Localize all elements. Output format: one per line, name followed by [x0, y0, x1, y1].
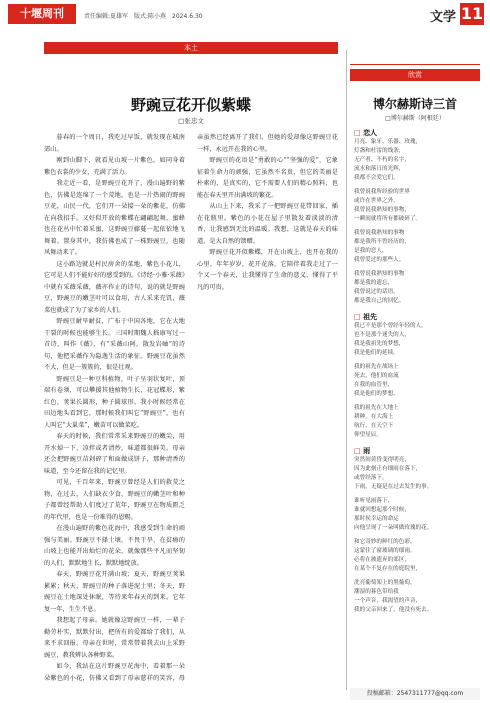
- poem-heading-text: 雨: [363, 446, 371, 455]
- column-tag: 欣赏: [350, 69, 480, 81]
- poem-line: 也不是那个迷失的人，: [354, 332, 410, 338]
- poem-line: 我曾说我所经验的世界: [354, 189, 410, 195]
- poem-line: 我已不是那个曾经年轻的人，: [354, 323, 427, 329]
- poem-author: □博尔赫斯（阿根廷）: [385, 115, 445, 122]
- poem-line: 谁就回想起那个时候，: [354, 507, 410, 513]
- section-title: 文学: [429, 10, 456, 25]
- poem-stanza: [354, 456, 478, 492]
- submission-email: 投稿邮箱：2547311777@qq.com: [350, 688, 480, 700]
- square-bullet-icon: □: [354, 446, 364, 455]
- poem-section: [354, 127, 478, 306]
- poem-collection-title: 博尔赫斯诗三首: [372, 97, 457, 111]
- poem-line: 我都不会爱它们。: [354, 175, 399, 181]
- poem-section: [354, 445, 478, 615]
- main-article: [44, 42, 338, 690]
- poem-line: 我曾说我熟知的事物，: [354, 207, 410, 213]
- poem-line: 必将在被遗弃的郊区，: [354, 557, 410, 563]
- poem-stanza: [354, 188, 478, 224]
- poem-line: 我曾说我熟知的事物: [354, 230, 405, 236]
- poem-line: 我的祖先在大地上: [354, 405, 399, 411]
- poem-stanza: [354, 579, 478, 615]
- poem-line: 仰望星辰。: [354, 432, 382, 438]
- page-number: 11: [460, 4, 484, 23]
- poetry-column: [350, 64, 480, 690]
- poem-line: 是我的恋人，: [354, 248, 388, 254]
- poem-line: 一瞬间就将所有都破碎了。: [354, 216, 422, 222]
- article-author: □张忠文: [178, 117, 204, 125]
- article-paragraph: 我想起了母亲。她就像这野豌豆一样，一辈子勤劳朴实，默默付出，把所有的爱都给了我们，从来不求回报。母亲在世时，常常带着我去山上采野豌豆，教我辨认各种野菜。: [44, 617, 185, 659]
- poem-stanza: [354, 497, 478, 533]
- poem-line: 洗亮葡萄架上的黑葡萄，: [354, 580, 416, 586]
- poem-line: 一个声音，我渴望的声音，: [354, 598, 422, 604]
- article-paragraph: 可见，千百年来，野豌豆曾经是人们的救荒之物，在过去，人们缺衣少食，野豌豆的嫩茎叶和种子都曾经帮助人们度过了荒年，野豌豆在物质匮乏的年代里，也是一份难得的恩赐。: [44, 479, 185, 521]
- article-paragraph: 从山上下来，我采了一把野豌豆花带回家，插在花瓶里。紫色的小花在屋子里散发着淡淡的清香，让我感到无比的温暖。我想，这就是春天的味道，是大自然的馈赠。: [197, 203, 338, 245]
- poem-heading: [354, 311, 478, 322]
- poem-line: 和它奇妙的鲜红的色彩，: [354, 539, 416, 545]
- poem-line: 死去，他们的血流: [354, 373, 399, 379]
- poem-line: 航行，在天空下: [354, 423, 394, 429]
- poem-heading-text: 恋人: [363, 128, 378, 137]
- poem-stanza: [354, 229, 478, 265]
- poem-line: 或许在世界之外，: [354, 198, 399, 204]
- poem-line: 突然间黄昏变得明亮，: [354, 457, 410, 463]
- article-paragraph: 暮春的一个周日，我吃过早饭，就发现在城南郊山。: [44, 134, 185, 153]
- poem-line: 流水和落日的光辉，: [354, 166, 405, 172]
- poem-line: 谁听见雨落下，: [354, 498, 394, 504]
- article-paragraph: 野豌豆是一种豆科植物，叶子呈羽状复叶，顶端有卷须，可以攀援其他植物生长，花冠蝶形，紫红色，荚果长圆形，种子圆球形。我小时候经常在田边地头看到它，那时候我们叫它“野豌豆”，也有人叫它“大巢菜”，嫩苗可以做菜吃。: [44, 375, 185, 429]
- poem-line: 我曾说过的话语，: [354, 289, 399, 295]
- article-paragraph: 我走近一看，是野豌豆花开了，漫山遍野的紫色，仿佛是连绵了一个荒地，也是一片热闹的野豌豆花，山民一代，它们开一朵接一朵的紫花，仿佛在向我招手。又好似开放的紫蝶在翩翩起舞，蜜蜂也在花丛中忙着采蜜，这野豌豆藤蔓一起依依地飞舞着。置身其中，我仿佛也成了一株野豌豆，也随风舞动来了。: [44, 180, 185, 256]
- article-body: [44, 132, 338, 688]
- poem-line: 潮湿的暮色带给我: [354, 589, 399, 595]
- poem-line: 我是他们的梦想。: [354, 391, 399, 397]
- column-tag: 本土: [44, 42, 338, 54]
- poem-heading: [354, 445, 478, 456]
- article-paragraph: 如今，我站在这片野豌豆花海中，看着那一朵朵紫色的小花，仿佛又看到了母亲慈祥的笑容，母亲虽然已经离开了我们，但她的爱却像这野豌豆花一样，永远开在我的心里。: [44, 134, 338, 682]
- poem-line: 向他呈现了一朵叫做玫瑰的花。: [354, 525, 433, 531]
- article-paragraph: 春天的时候，我们常常采来野豌豆的嫩尖，用开水焯一下，凉拌或者清炒，味道都很鲜美。母亲还会把野豌豆苗剁碎了和面做成饼子，那种清香的味道，至今还留在我的记忆里。: [44, 433, 185, 475]
- poem-line: 这蒙住了窗玻璃的细雨，: [354, 548, 416, 554]
- poem-section: [354, 311, 478, 440]
- newspaper-logo: 十堰周刊: [8, 4, 76, 24]
- poem-heading: [354, 127, 478, 138]
- poem-line: 下雨，无疑是在过去发生的事。: [354, 484, 433, 490]
- editor-info: 责任编辑:夏雄军 版式:陈小燕 2024.6.30: [84, 13, 203, 20]
- column-divider: [346, 50, 347, 690]
- poem-line: 灯盏和杜雷的线条，: [354, 148, 405, 154]
- poem-line: 我的祖先在战场上: [354, 364, 399, 370]
- poem-stanza: [354, 322, 478, 358]
- article-paragraph: 春天，野豌豆花开满山坡；夏天，野豌豆荚果累累；秋天，野豌豆的种子落进泥土里；冬天，野豌豆在土地深处休眠，等待来年春天的到来。它年复一年，生生不息。: [44, 571, 185, 613]
- poem-line: 在某个不复存在的庭院里，: [354, 566, 422, 572]
- article-paragraph: 野豌豆花开似紫蝶，开在山坡上，也开在我的心里，年年岁岁，花开花落，它陪伴着我走过了一个又一个春天，让我懂得了生命的意义，懂得了平凡的可贵。: [197, 249, 338, 291]
- poem-line: 因为此刻正有细雨在落下，: [354, 466, 422, 472]
- poem-body: [354, 127, 478, 675]
- poem-stanza: [354, 404, 478, 440]
- poem-stanza: [354, 538, 478, 574]
- poem-line: 在我的血管里，: [354, 382, 394, 388]
- article-title: 野豌豆花开似紫蝶: [130, 96, 251, 114]
- poem-line: 都是我的遗忘，: [354, 280, 394, 286]
- article-paragraph: 在漫山遍野的紫色花海中，我感受到生命的顽强与美丽。野豌豆不择土壤，不畏干旱，在贫瘠的山坡上也能开出灿烂的花朵，就像那些平凡而坚韧的人们，默默地生长，默默地绽放。: [44, 525, 185, 567]
- poem-stanza: [354, 138, 478, 183]
- square-bullet-icon: □: [354, 312, 364, 321]
- poem-line: 我曾说我熟知的事物: [354, 271, 405, 277]
- poem-line: 那时侯幸运的命运: [354, 516, 399, 522]
- poem-line: 月亮、象牙、乐器、玫瑰，: [354, 139, 422, 145]
- poem-line: 耕种，在大海上: [354, 414, 394, 420]
- article-paragraph: 这小路边就是村民房舍的菜地，紫色小花儿，它可是人们不能好好的感受到的。《诗经·小雅·采薇》中就有采薇采薇，薇亦作止的诗句，说的就是野豌豆，野豌豆的嫩茎叶可以食用，古人采来充饥，薇菜也就成了为了家乡的人们。: [44, 260, 185, 314]
- poem-line: 无产者、不朽的名字，: [354, 157, 410, 163]
- article-paragraph: 野豌豆耐旱耐贫，广布于中国各地，它在大地干裂的时候也能够生长。三国时期魏人嵇康写过一首诗，叫作《薇》，有“采薇山阿，散发岩岫”的诗句，他把采薇作为隐逸生活的象征。野豌豆花虽然不大，但是一簇簇的，很是壮观。: [44, 318, 185, 371]
- poem-line: 或曾经落下，: [354, 475, 388, 481]
- article-paragraph: 刚到山脚下，就看见山坡一片紫色，如同身着紫色衣裳的少女，充满了活力。: [44, 157, 185, 176]
- poem-line: 我曾爱过的那些人。: [354, 257, 405, 263]
- article-paragraph: 野豌豆的花语是“勇敢的心”“坚强的爱”，它象征着生命力的顽强，它虽然不名贵，但它的美丽是朴素的，是真实的，它不需要人们的精心照料，也能在春天里开出满坡的繁花。: [197, 157, 338, 199]
- poem-line: 都是我自己的回忆。: [354, 298, 405, 304]
- poem-line: 我是他们的延续。: [354, 350, 399, 356]
- poem-stanza: [354, 270, 478, 306]
- poem-line: 我是我祖先的梦想，: [354, 341, 405, 347]
- poem-heading-text: 祖先: [363, 312, 378, 321]
- square-bullet-icon: □: [354, 128, 364, 137]
- poem-stanza: [354, 363, 478, 399]
- poem-line: 都是我所不曾经历的，: [354, 239, 410, 245]
- poem-line: 我的父亲回来了，他没有死去。: [354, 607, 433, 613]
